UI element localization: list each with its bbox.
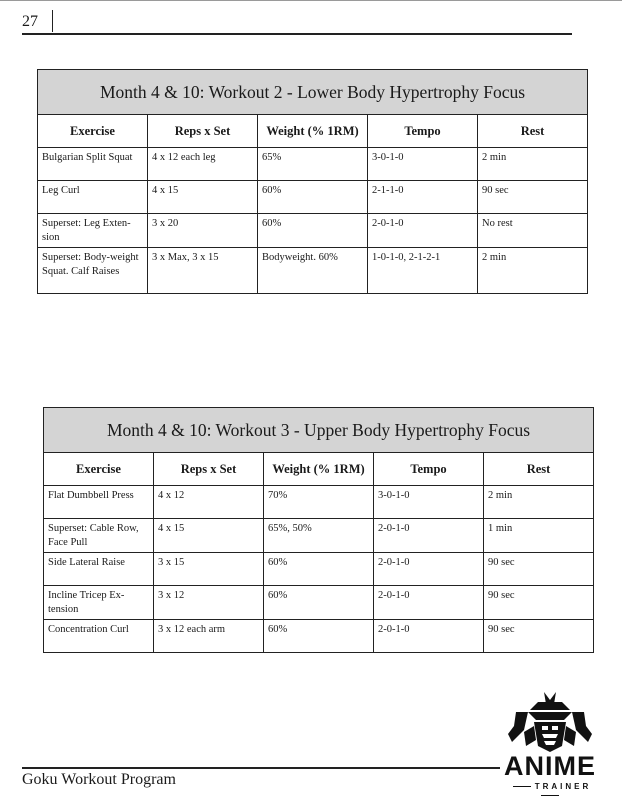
- weight-cell: 60%: [258, 214, 368, 248]
- table-row: [44, 586, 594, 620]
- column-header-exercise: Exercise: [44, 453, 154, 486]
- tempo-cell: 2-0-1-0: [374, 586, 484, 620]
- column-header-reps: Reps x Set: [154, 453, 264, 486]
- column-header-tempo: Tempo: [368, 115, 478, 148]
- exercise-cell: Side Lateral Raise: [44, 553, 154, 586]
- table-row: [44, 486, 594, 519]
- rest-cell: 90 sec: [484, 620, 594, 653]
- reps-cell: 3 x 12 each arm: [154, 620, 264, 653]
- rest-cell: No rest: [478, 214, 588, 248]
- logo-subtitle-text: TRAINER: [498, 782, 602, 800]
- weight-cell: 60%: [264, 553, 374, 586]
- table-row: [44, 620, 594, 653]
- rest-cell: 2 min: [484, 486, 594, 519]
- table-row: [38, 148, 588, 181]
- rest-cell: 90 sec: [484, 553, 594, 586]
- tempo-cell: 2-1-1-0: [368, 181, 478, 214]
- tempo-cell: 2-0-1-0: [374, 553, 484, 586]
- table-row: [38, 181, 588, 214]
- rest-cell: 2 min: [478, 148, 588, 181]
- tempo-cell: 2-0-1-0: [368, 214, 478, 248]
- reps-cell: 4 x 12: [154, 486, 264, 519]
- column-header-tempo: Tempo: [374, 453, 484, 486]
- exercise-cell: Flat Dumbbell Press: [44, 486, 154, 519]
- workout-2-table: [37, 69, 588, 294]
- weight-cell: 60%: [258, 181, 368, 214]
- header-rule: [22, 33, 572, 35]
- reps-cell: 3 x 15: [154, 553, 264, 586]
- exercise-cell: Superset: Body-weight Squat. Calf Raises: [38, 248, 148, 294]
- exercise-cell: Superset: Leg Exten-sion: [38, 214, 148, 248]
- weight-cell: 70%: [264, 486, 374, 519]
- tempo-cell: 1-0-1-0, 2-1-2-1: [368, 248, 478, 294]
- page-number: 27: [22, 13, 38, 30]
- reps-cell: 4 x 12 each leg: [148, 148, 258, 181]
- reps-cell: 3 x 12: [154, 586, 264, 620]
- anime-trainer-logo: [498, 690, 602, 800]
- column-header-rest: Rest: [484, 453, 594, 486]
- weight-cell: 60%: [264, 620, 374, 653]
- workout-3-table: [43, 407, 594, 653]
- column-header-rest: Rest: [478, 115, 588, 148]
- exercise-cell: Bulgarian Split Squat: [38, 148, 148, 181]
- rest-cell: 1 min: [484, 519, 594, 553]
- footer-title: Goku Workout Program: [22, 771, 176, 788]
- table-row: [38, 214, 588, 248]
- page-number-divider: [52, 10, 53, 32]
- tempo-cell: 3-0-1-0: [374, 486, 484, 519]
- table-row: [38, 248, 588, 294]
- reps-cell: 4 x 15: [148, 181, 258, 214]
- tempo-cell: 2-0-1-0: [374, 620, 484, 653]
- tempo-cell: 3-0-1-0: [368, 148, 478, 181]
- column-header-weight: Weight (% 1RM): [264, 453, 374, 486]
- tempo-cell: 2-0-1-0: [374, 519, 484, 553]
- exercise-cell: Superset: Cable Row, Face Pull: [44, 519, 154, 553]
- reps-cell: 3 x Max, 3 x 15: [148, 248, 258, 294]
- table-row: [44, 519, 594, 553]
- table-row: [44, 553, 594, 586]
- exercise-cell: Incline Tricep Ex-tension: [44, 586, 154, 620]
- weight-cell: 65%, 50%: [264, 519, 374, 553]
- workout-3-title: Month 4 & 10: Workout 3 - Upper Body Hypertrophy Focus: [44, 408, 594, 453]
- exercise-cell: Leg Curl: [38, 181, 148, 214]
- rest-cell: 90 sec: [478, 181, 588, 214]
- weight-cell: 60%: [264, 586, 374, 620]
- column-header-weight: Weight (% 1RM): [258, 115, 368, 148]
- rest-cell: 90 sec: [484, 586, 594, 620]
- top-rule: [0, 0, 622, 1]
- column-header-exercise: Exercise: [38, 115, 148, 148]
- weight-cell: Bodyweight. 60%: [258, 248, 368, 294]
- weight-cell: 65%: [258, 148, 368, 181]
- workout-2-title: Month 4 & 10: Workout 2 - Lower Body Hypertrophy Focus: [38, 70, 588, 115]
- exercise-cell: Concentration Curl: [44, 620, 154, 653]
- column-header-reps: Reps x Set: [148, 115, 258, 148]
- reps-cell: 3 x 20: [148, 214, 258, 248]
- footer-rule: [22, 767, 500, 769]
- warrior-emblem-icon: [498, 690, 602, 754]
- logo-brand-text: ANIME: [504, 751, 596, 781]
- reps-cell: 4 x 15: [154, 519, 264, 553]
- rest-cell: 2 min: [478, 248, 588, 294]
